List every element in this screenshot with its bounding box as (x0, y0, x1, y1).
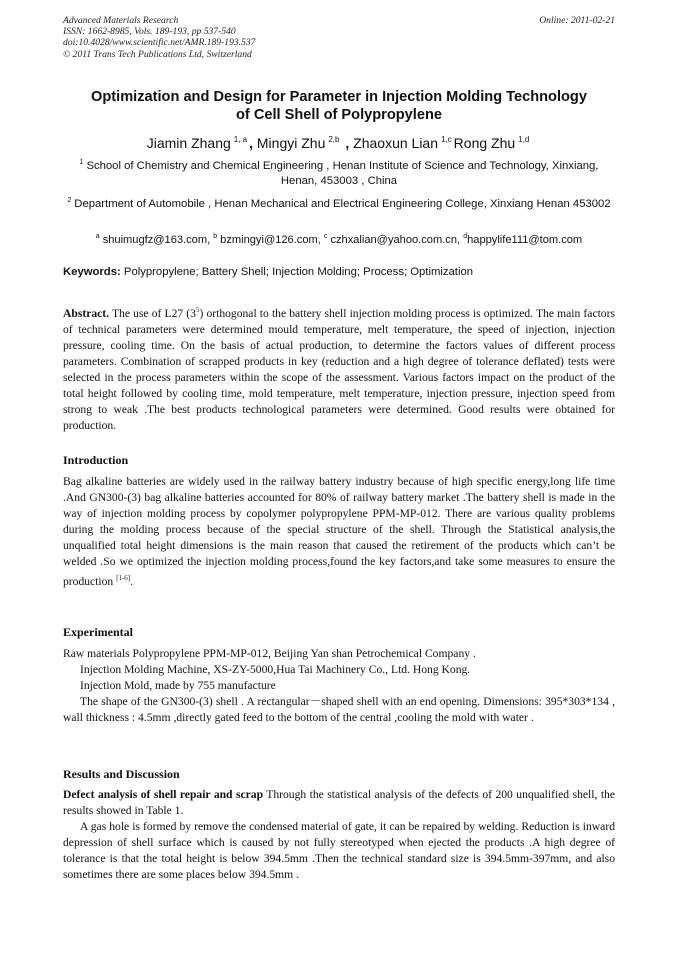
email-list (63, 229, 615, 248)
experimental-para-2: Injection Molding Machine, XS-ZY-5000,Hua Tai Machinery Co., Ltd. Hong Kong. (80, 663, 471, 676)
abstract-text-1: The use of L27 (3 (111, 307, 196, 320)
introduction-heading: Introduction (63, 453, 129, 467)
email-a-mark: a (95, 233, 100, 240)
experimental-body (63, 646, 615, 726)
author-1: Jiamin Zhang (146, 135, 231, 151)
results-subheading: Defect analysis of shell repair and scrap (63, 788, 264, 801)
doi-line: doi:10.4028/www.scientific.net/AMR.189-193.537 (63, 37, 256, 49)
affiliation-2-number: 2 (67, 197, 72, 204)
results-body (63, 787, 615, 883)
experimental-para-1: Raw materials Polypropylene PPM-MP-012, Beijing Yan shan Petrochemical Company . (63, 647, 476, 660)
author-4: Rong Zhu (453, 135, 516, 151)
affiliation-1 (63, 155, 615, 189)
keywords (63, 265, 615, 280)
author-3: Zhaoxun Lian (353, 135, 438, 151)
abstract-text-2: ) orthogonal to the battery shell injection molding process is optimized. The main factors of technical parameters were determined mould temperature, melt temperature, the speed of injection, injection pressure, cooling time. On the basis of actual production, to determine the factors values of different process parameters. Combination of scrapped products in key (reduction and a high degree of tolerance deflated) tests were selected in the process parameters within the scope of the assessment. Various factors impact on the product of the total height followed by cooling time, mold temperature, melt temperature, injection pressure, injection speed from strong to weak .The best products technological parameters were determined. Good results were obtained for production. (63, 307, 615, 432)
abstract-label: Abstract. (63, 307, 110, 320)
journal-header (63, 15, 615, 60)
keywords-text: Polypropylene; Battery Shell; Injection Molding; Process; Optimization (123, 266, 474, 278)
results-heading: Results and Discussion (63, 767, 180, 781)
email-d[interactable]: happylife111@tom.com (467, 234, 583, 246)
issn-line: ISSN: 1662-8985, Vols. 189-193, pp 537-540 (63, 26, 236, 38)
email-c-mark: c (323, 233, 328, 240)
email-a[interactable]: shuimugfz@163.com, (102, 234, 211, 246)
introduction-end: . (130, 575, 134, 588)
results-para-2: A gas hole is formed by remove the condensed material of gate, it can be repaired by welding. Reduction is inward depression of shell surface which is caused by not fully stereotyped when ejected the products .A high degree of tolerance is that the total height is below 394.5mm .Then the technical standard size is 394.5mm-397mm, and also sometimes there are some places below 394.5mm . (63, 820, 615, 881)
title-line-1: Optimization and Design for Parameter in Injection Molding Technology (91, 89, 587, 105)
author-list: Jiamin Zhang $^{1, a}$ , Mingyi Zhu $^{2,b}$ , Zhaoxun Lian $^{1,c}$ Rong Zhu $^{1,d}$ (146, 135, 530, 151)
email-c[interactable]: czhxalian@yahoo.com.cn, (330, 234, 461, 246)
email-b-mark: b (213, 233, 218, 240)
author-2-affil: 2,b (328, 135, 340, 144)
author-4-affil: 1,d (518, 135, 530, 144)
results-para-1-text: Through the statistical analysis of the defects of 200 unqualified shell, the results showed in Table 1. (63, 788, 615, 817)
online-date: Online: 2011-02-21 (539, 15, 615, 26)
experimental-heading: Experimental (63, 625, 133, 639)
author-3-affil: 1,c (441, 135, 452, 144)
affiliation-1-number: 1 (79, 159, 84, 166)
copyright-line: © 2011 Trans Tech Publications Ltd, Switzerland (63, 48, 252, 60)
journal-name: Advanced Materials Research (63, 15, 179, 26)
author-1-affil: 1, a (233, 135, 248, 144)
affiliation-1-text: School of Chemistry and Chemical Engineering , Henan Institute of Science and Technology, Xinxiang, Henan, 453003 , China (86, 160, 599, 187)
paper-title (40, 88, 638, 124)
results-para-1 (63, 787, 615, 819)
introduction-body (63, 474, 615, 590)
experimental-para-4: The shape of the GN300-(3) shell . A rectangular－shaped shell with an end opening. Dimensions: 395*303*134 , wall thickness : 4.5mm ,directly gated feed to the bottom of the central ,cooling the mold with water . (63, 695, 615, 724)
abstract (63, 302, 615, 434)
title-line-2: of Cell Shell of Polypropylene (236, 107, 442, 123)
keywords-label: Keywords: (63, 266, 121, 278)
introduction-reference[interactable]: [1-6] (116, 574, 131, 582)
email-d-mark: d (463, 233, 468, 240)
introduction-text: Bag alkaline batteries are widely used in the railway battery industry because of high specific energy,long life time .And GN300-(3) bag alkaline batteries accounted for 80% of railway battery market .The battery shell is made in the way of injection molding process by copolymer polypropylene PPM-MP-012. There are various quality problems during the molding process because of the special structure of the shell. Through the Statistical analysis,the unqualified total height dimensions is the main reason that caused the retirement of the products which can’t be welded .So we optimized the injection molding process,found the key factors,and take some measures to ensure the production (63, 475, 615, 588)
abstract-superscript: 5 (195, 306, 200, 314)
experimental-para-3: Injection Mold, made by 755 manufacture (80, 679, 276, 692)
email-b[interactable]: bzmingyi@126.com, (220, 234, 321, 246)
affiliation-2 (63, 193, 615, 212)
affiliation-2-text: Department of Automobile , Henan Mechanical and Electrical Engineering College, Xinxiang Henan 453002 (74, 198, 611, 210)
author-2: Mingyi Zhu (256, 135, 326, 151)
